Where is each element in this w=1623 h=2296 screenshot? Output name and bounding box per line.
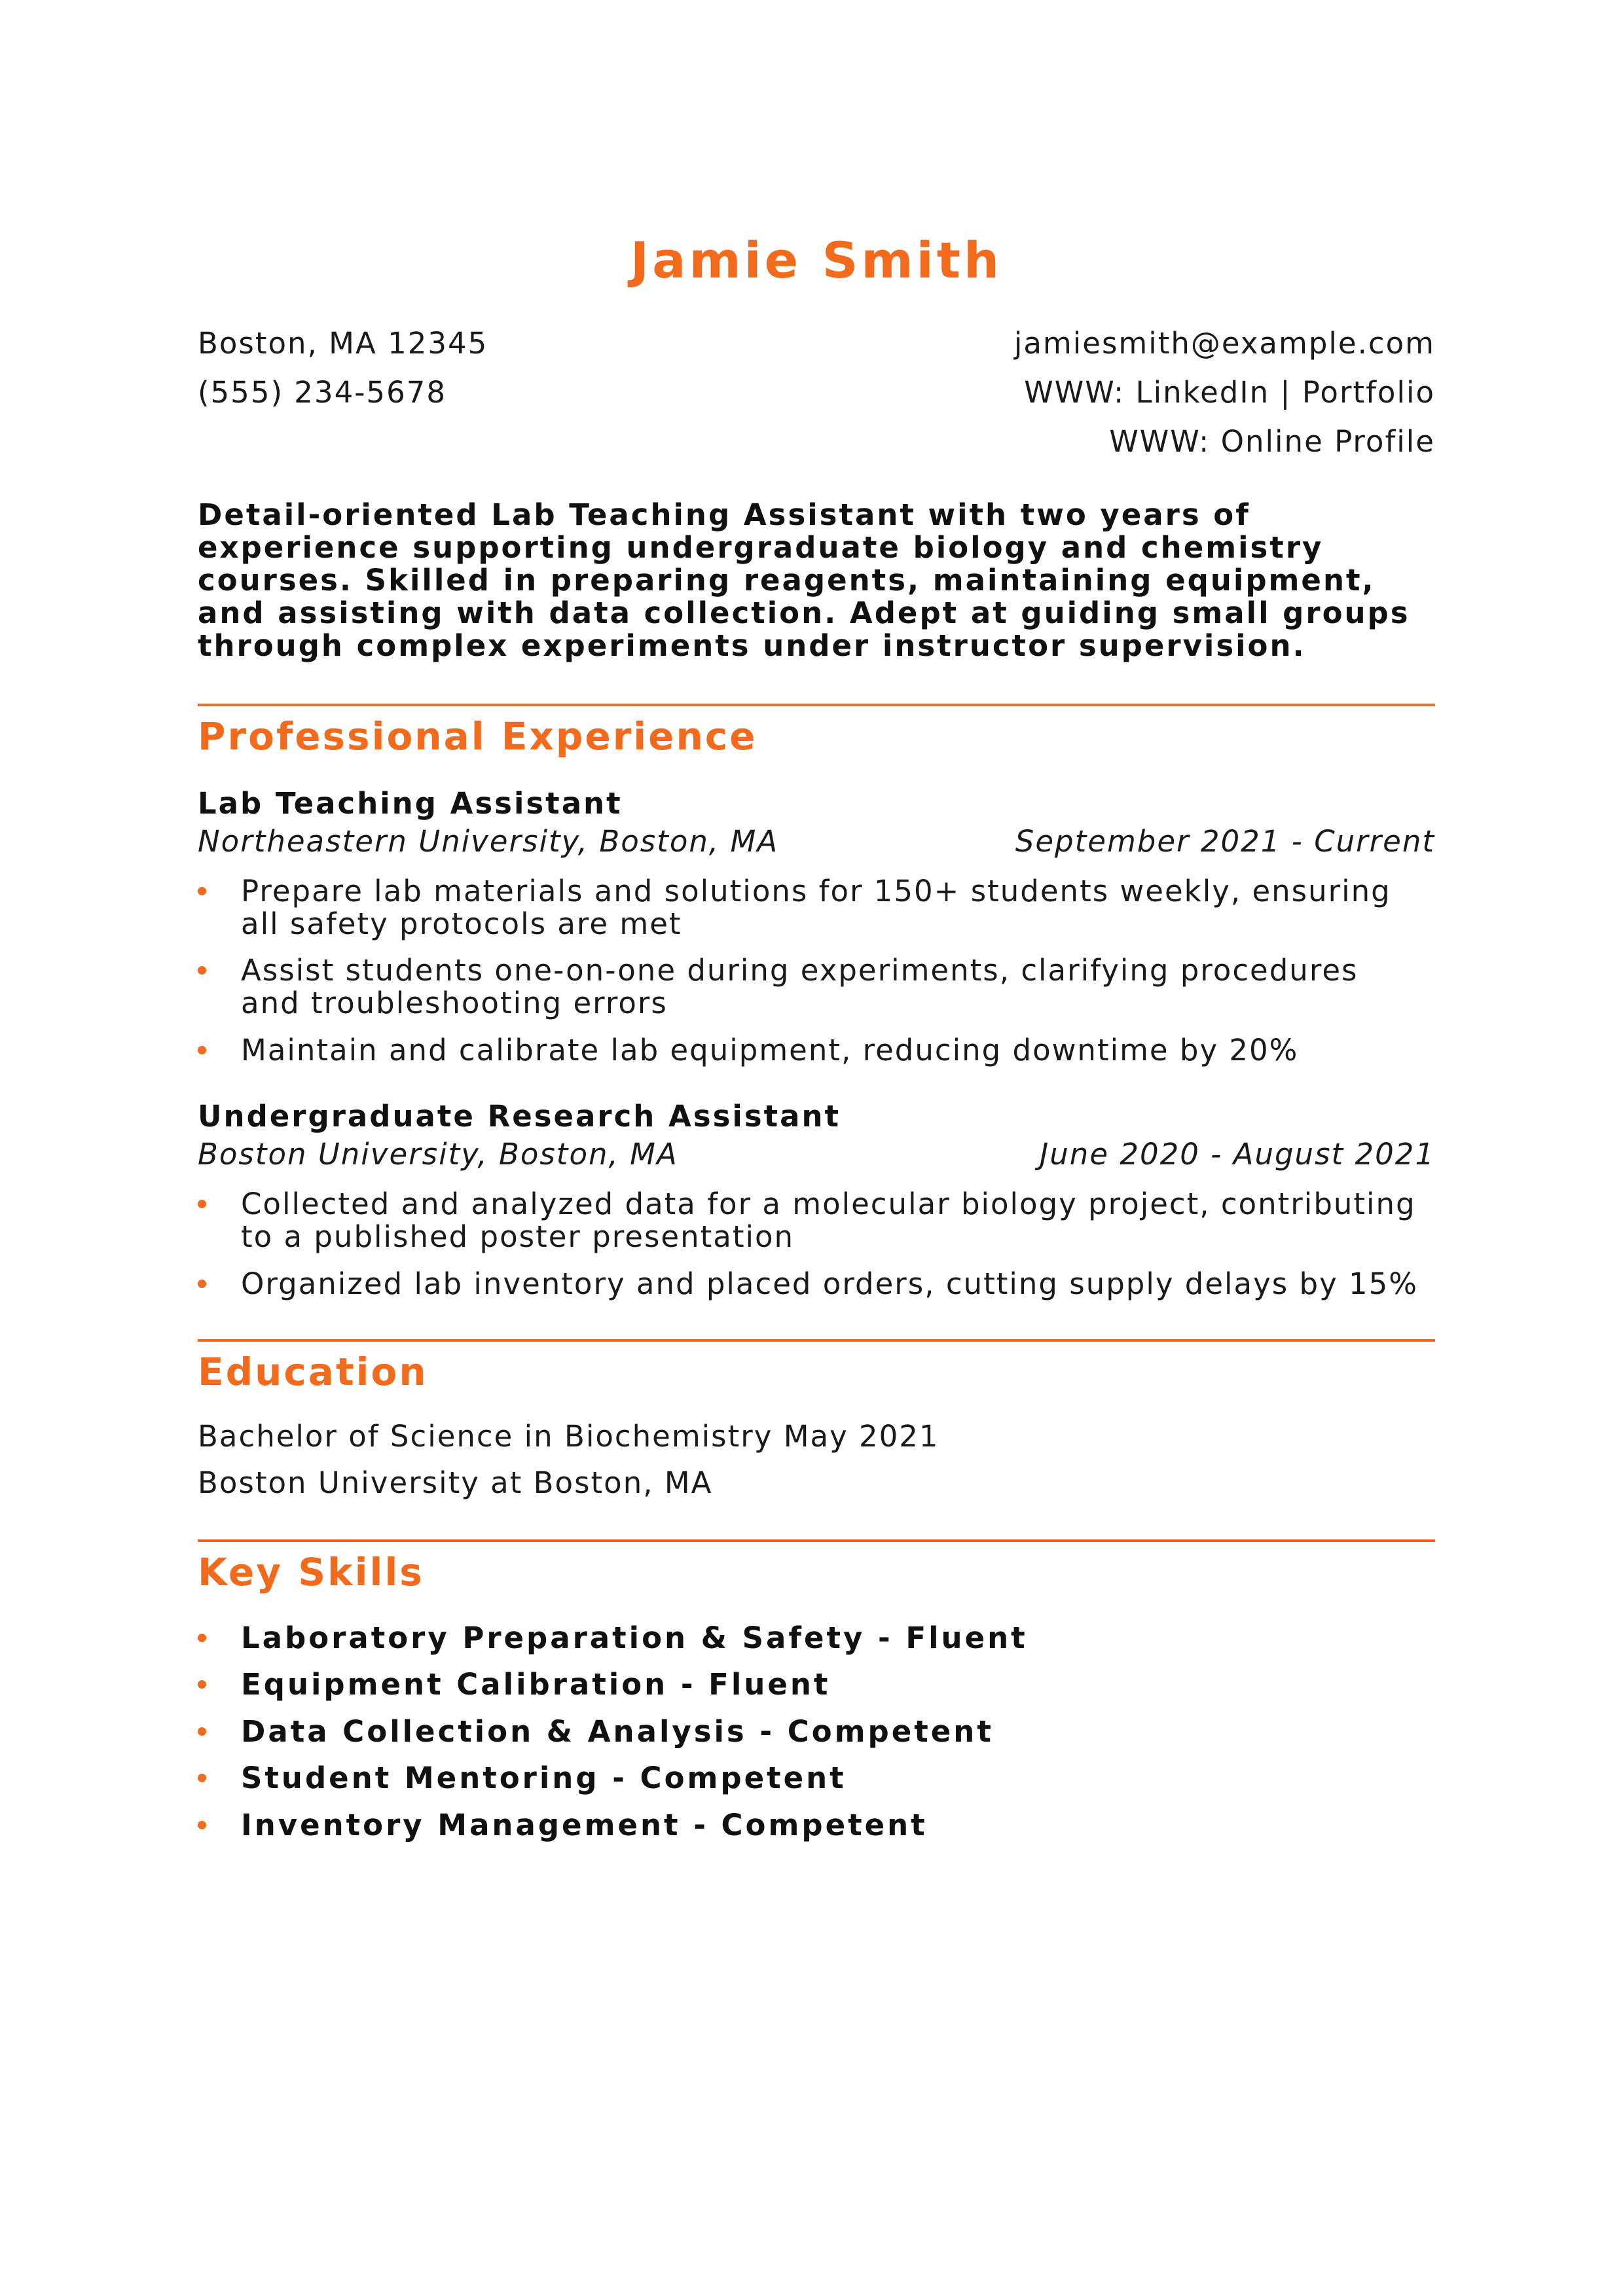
links: WWW: LinkedIn | Portfolio <box>1024 375 1435 410</box>
address: Boston, MA 12345 <box>198 326 488 361</box>
contact-row-2 <box>198 373 1435 412</box>
bullet-dot-icon <box>198 1821 206 1829</box>
phone: (555) 234-5678 <box>198 375 447 410</box>
job-org: Northeastern University, Boston, MA <box>198 824 779 859</box>
section-divider <box>198 1339 1435 1342</box>
job-meta <box>198 1135 1435 1174</box>
bullet-dot-icon <box>198 1280 206 1288</box>
online-profile: WWW: Online Profile <box>1109 424 1435 459</box>
job-dates: June 2020 - August 2021 <box>1040 1137 1435 1172</box>
section-divider <box>198 1539 1435 1542</box>
bullet-dot-icon <box>198 1046 206 1054</box>
email: jamiesmith@example.com <box>1013 326 1435 361</box>
bullet-dot-icon <box>198 1200 206 1208</box>
education-degree: Bachelor of Science in Biochemistry May 2021 <box>198 1419 939 1454</box>
section-divider <box>198 704 1435 706</box>
job-dates: September 2021 - Current <box>1015 824 1435 859</box>
bullet-dot-icon <box>198 1680 206 1689</box>
contact-row-3 <box>198 422 1435 461</box>
job-meta <box>198 822 1435 861</box>
contact-row-1 <box>198 324 1435 363</box>
education-school: Boston University at Boston, MA <box>198 1465 713 1500</box>
bullet-dot-icon <box>198 1634 206 1642</box>
bullet-dot-icon <box>198 1727 206 1736</box>
section-title-education: Education <box>198 1350 428 1394</box>
candidate-name: Jamie Smith <box>630 231 1003 289</box>
bullet-dot-icon <box>198 1774 206 1782</box>
bullet-dot-icon <box>198 887 206 895</box>
bullet-dot-icon <box>198 966 206 975</box>
summary: Detail-oriented Lab Teaching Assistant with two years of experience supporting undergraduate biology and chemistry courses. Skilled in preparing reagents, maintaining equipment, and assisting with data collection. Adept at guiding small groups through complex experiments under instructor supervision. <box>198 497 1410 663</box>
job-title: Undergraduate Research Assistant <box>198 1099 841 1134</box>
job-org: Boston University, Boston, MA <box>198 1137 678 1172</box>
section-title-skills: Key Skills <box>198 1550 424 1594</box>
job-title: Lab Teaching Assistant <box>198 786 623 821</box>
section-title-experience: Professional Experience <box>198 714 757 759</box>
